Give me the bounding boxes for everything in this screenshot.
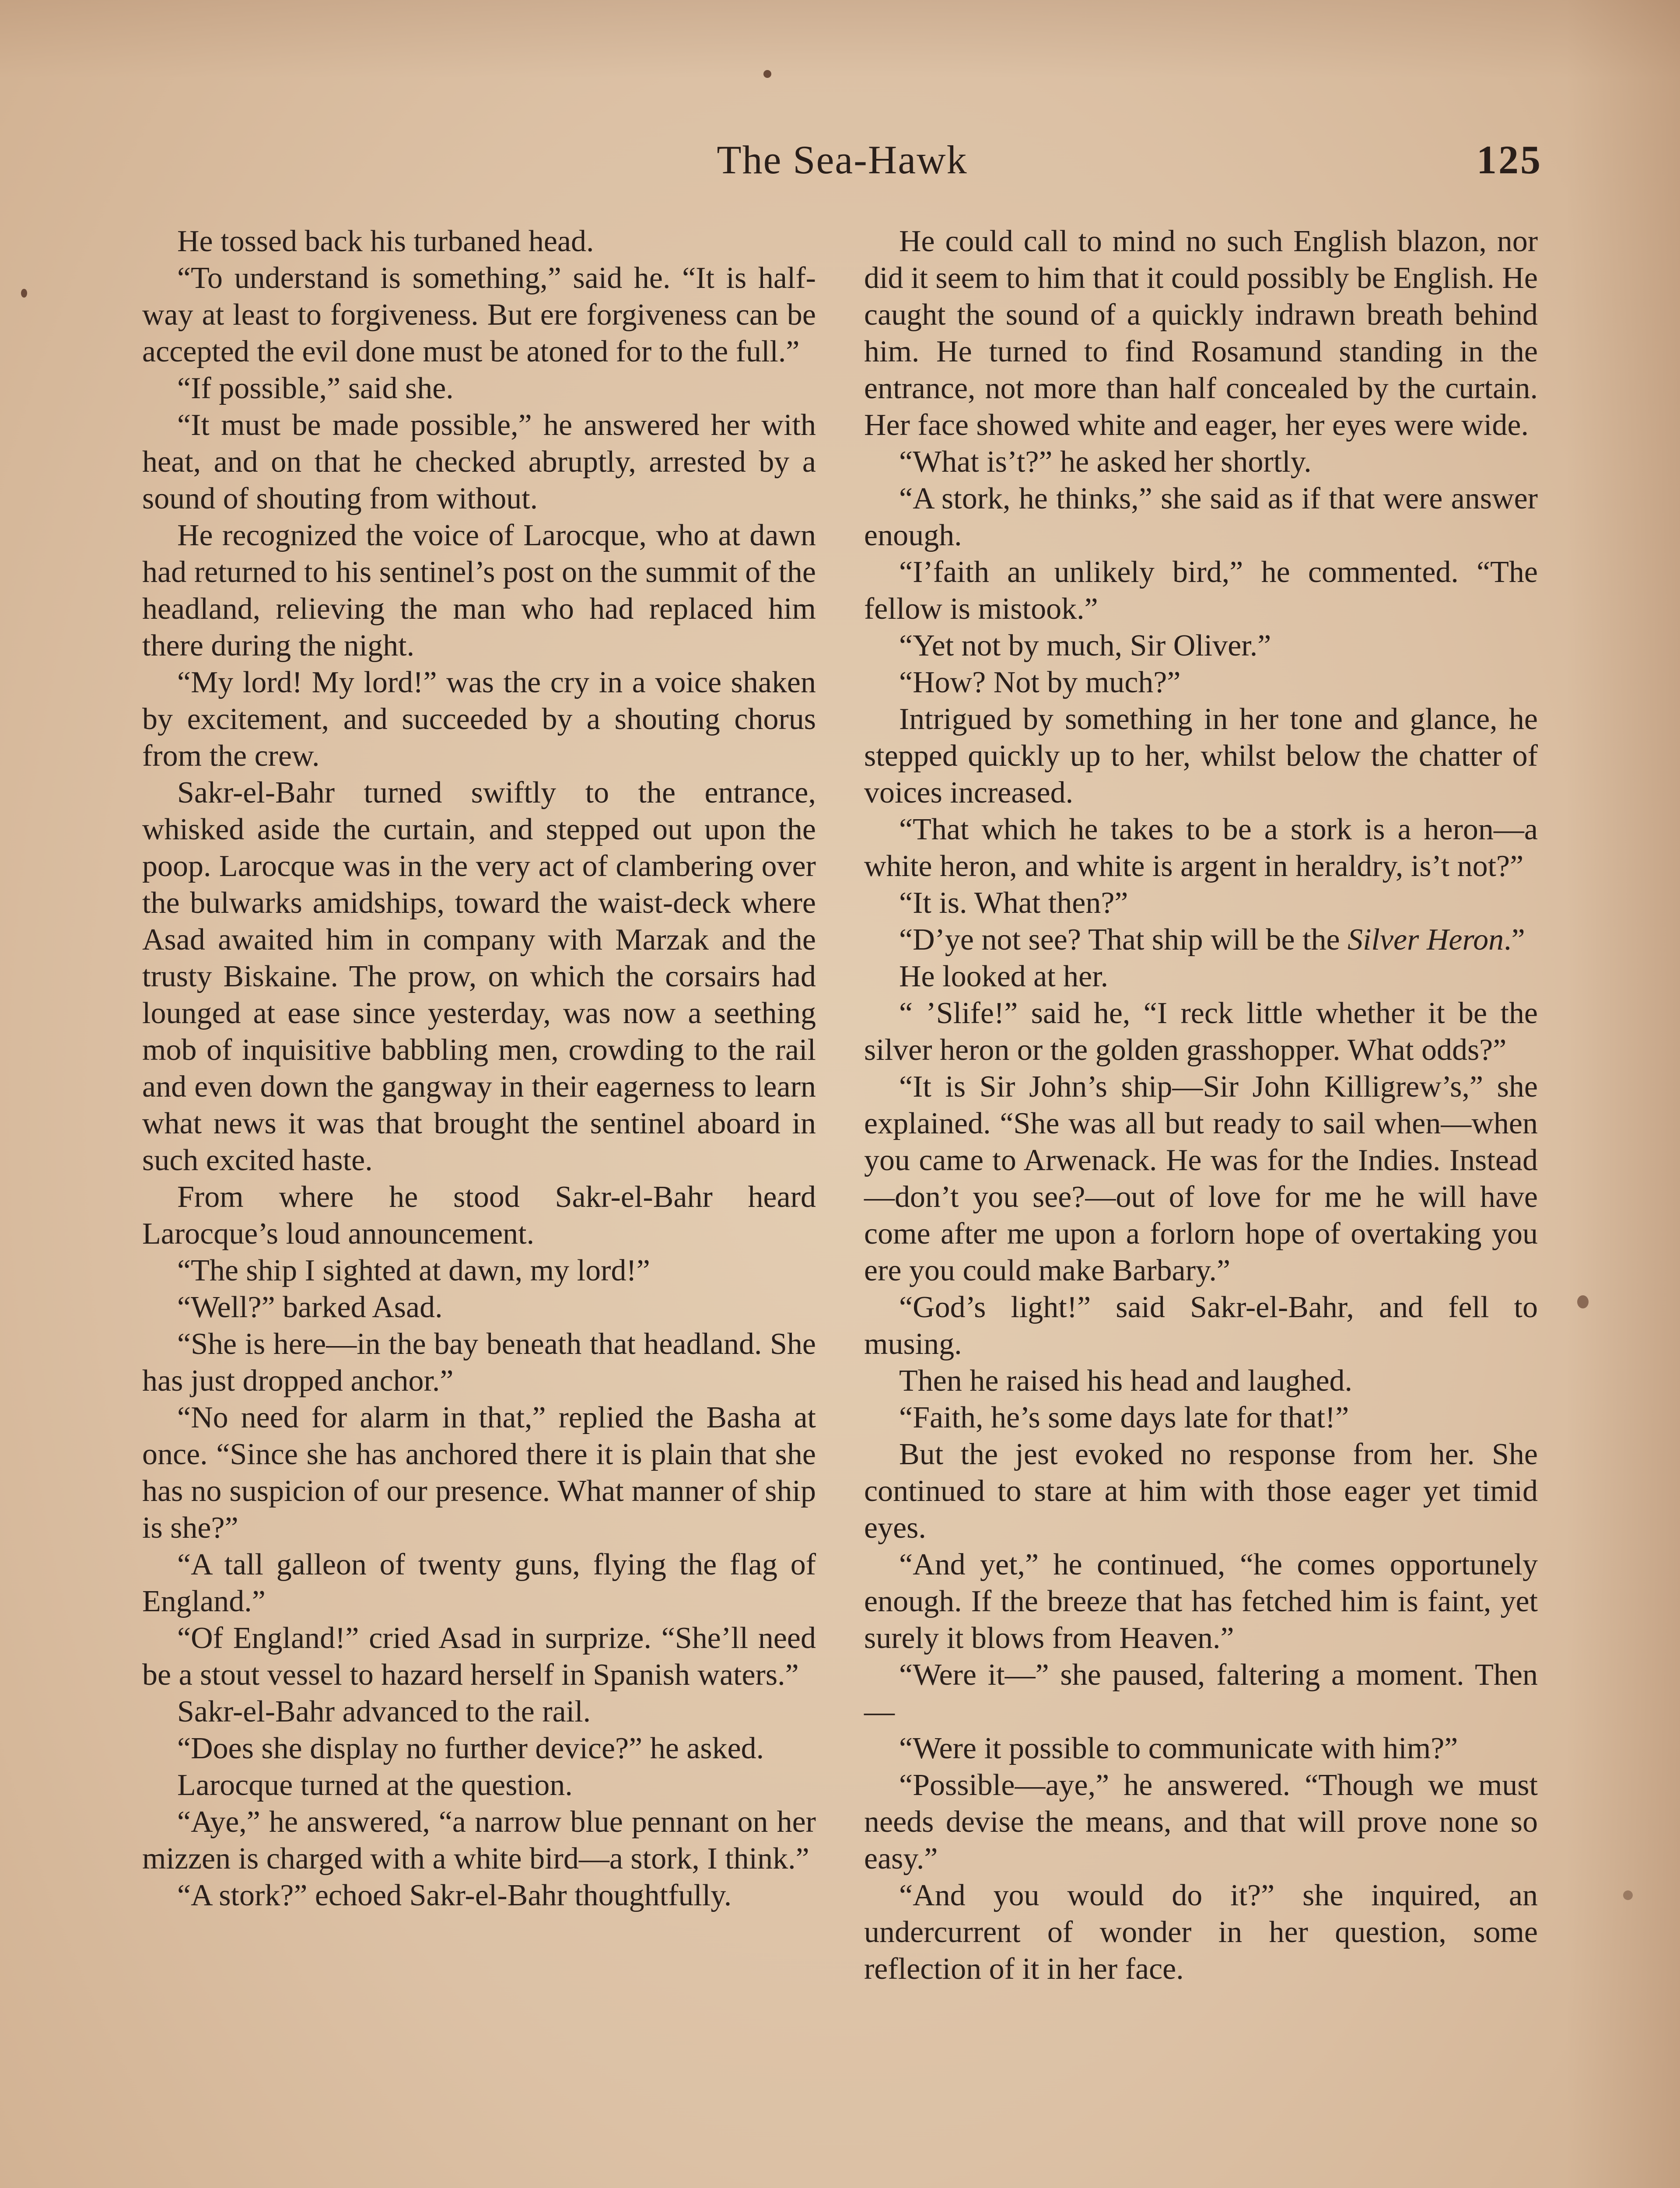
running-title: The Sea-Hawk [717, 137, 968, 182]
paragraph: “Possible—aye,” he answered. “Though we must needs devise the means, and that will prove none so easy.” [864, 1768, 1538, 1876]
paragraph: He could call to mind no such English blazon, nor did it seem to him that it could possibly be English. He caught the sound of a quickly indrawn breath behind him. He turned to find Rosamund standing in the entrance, not more than half concealed by the curtain. Her face showed white and eager, her eyes were wide. [864, 224, 1538, 442]
paragraph: “And you would do it?” she inquired, an undercurrent of wonder in her question, some reflection of it in her face. [864, 1879, 1538, 1986]
page-shading-top [0, 0, 1680, 79]
paragraph: “Aye,” he answered, “a narrow blue pennant on her mizzen is charged with a white bird—a stork, I think.” [142, 1805, 816, 1876]
paragraph: “A tall galleon of twenty guns, flying the flag of England.” [142, 1548, 816, 1618]
paragraph: “She is here—in the bay beneath that headland. She has just dropped anchor.” [142, 1327, 816, 1398]
print-speck [1623, 1890, 1633, 1900]
paragraph: “How? Not by much?” [899, 666, 1181, 699]
print-speck [1577, 1295, 1589, 1308]
paragraph: Larocque turned at the question. [177, 1768, 573, 1802]
page-header [142, 131, 1542, 188]
paragraph: “To understand is something,” said he. “It is half-way at least to forgiveness. But ere forgiveness can be accepted the evil done must be atoned for to the full.” [142, 261, 816, 368]
paragraph: “If possible,” said she. [177, 372, 454, 405]
paragraph: Sakr-el-Bahr advanced to the rail. [177, 1695, 591, 1729]
paragraph: He tossed back his turbaned head. [177, 224, 594, 258]
paragraph: “Well?” barked Asad. [177, 1290, 443, 1324]
paragraph: He recognized the voice of Larocque, who at dawn had returned to his sentinel’s post on the summit of the headland, relieving the man who had replaced him there during the night. [142, 519, 816, 663]
paragraph: Intrigued by something in her tone and glance, he stepped quickly up to her, whilst below the chatter of voices increased. [864, 702, 1538, 810]
paragraph: From where he stood Sakr-el-Bahr heard Larocque’s loud announcement. [142, 1180, 816, 1251]
paragraph: “ ’Slife!” said he, “I reck little whether it be the silver heron or the golden grasshopper. What odds?” [864, 996, 1538, 1067]
paragraph: “God’s light!” said Sakr-el-Bahr, and fell to musing. [864, 1290, 1538, 1361]
right-text-column [864, 223, 1538, 1988]
paragraph: He looked at her. [899, 960, 1109, 993]
paragraph: Then he raised his head and laughed. [899, 1364, 1353, 1398]
paragraph-text: .” [1504, 923, 1525, 957]
paragraph [864, 922, 1538, 958]
paragraph: “A stork?” echoed Sakr-el-Bahr thoughtfully. [177, 1879, 732, 1912]
paragraph: “No need for alarm in that,” replied the Basha at once. “Since she has anchored there it is plain that she has no suspicion of our presence. What manner of ship is she?” [142, 1401, 816, 1545]
paragraph: “The ship I sighted at dawn, my lord!” [177, 1254, 650, 1287]
paragraph: “Does she display no further device?” he asked. [177, 1732, 764, 1765]
page-number: 125 [1477, 137, 1542, 182]
paragraph: “Were it—” she paused, faltering a moment. Then— [864, 1658, 1538, 1729]
paragraph: “Of England!” cried Asad in surprize. “She’ll need be a stout vessel to hazard herself in Spanish waters.” [142, 1621, 816, 1692]
ship-name-italic: Silver Heron [1348, 923, 1504, 957]
paragraph: “My lord! My lord!” was the cry in a voice shaken by excitement, and succeeded by a shouting chorus from the crew. [142, 666, 816, 773]
paragraph: “Faith, he’s some days late for that!” [899, 1401, 1349, 1434]
paragraph: “It is Sir John’s ship—Sir John Killigrew’s,” she explained. “She was all but ready to sail when—when you came to Arwenack. He was for the Indies. Instead—don’t you see?—out of love for me he will have come after me upon a forlorn hope of overtaking you ere you could make Barbary.” [864, 1070, 1538, 1287]
paragraph: But the jest evoked no response from her. She continued to stare at him with those eager yet timid eyes. [864, 1438, 1538, 1545]
paragraph-text: “D’ye not see? That ship will be the [899, 923, 1348, 957]
paragraph: “What is’t?” he asked her shortly. [899, 445, 1312, 479]
paragraph: “It is. What then?” [899, 886, 1128, 920]
paragraph: “Yet not by much, Sir Oliver.” [899, 629, 1271, 663]
print-speck [763, 70, 771, 78]
paragraph: “I’faith an unlikely bird,” he commented. “The fellow is mistook.” [864, 555, 1538, 626]
paragraph: “That which he takes to be a stork is a heron—a white heron, and white is argent in heraldry, is’t not?” [864, 813, 1538, 883]
paragraph: Sakr-el-Bahr turned swiftly to the entrance, whisked aside the curtain, and stepped out upon the poop. Larocque was in the very act of clambering over the bulwarks amidships, toward the waist-deck where Asad awaited him in company with Marzak and the trusty Biskaine. The prow, on which the corsairs had lounged at ease since yesterday, was now a seething mob of inquisitive babbling men, crowding to the rail and even down the gangway in their eagerness to learn what news it was that brought the sentinel aboard in such excited haste. [142, 776, 816, 1177]
print-speck [21, 289, 27, 298]
left-text-column [142, 223, 816, 1914]
paragraph: “A stork, he thinks,” she said as if that were answer enough. [864, 482, 1538, 552]
page-shading-right [1566, 0, 1680, 2188]
paragraph: “It must be made possible,” he answered her with heat, and on that he checked abruptly, arrested by a sound of shouting from without. [142, 408, 816, 515]
paragraph: “Were it possible to communicate with him?” [899, 1732, 1458, 1765]
paragraph: “And yet,” he continued, “he comes opportunely enough. If the breeze that has fetched him is faint, yet surely it blows from Heaven.” [864, 1548, 1538, 1655]
